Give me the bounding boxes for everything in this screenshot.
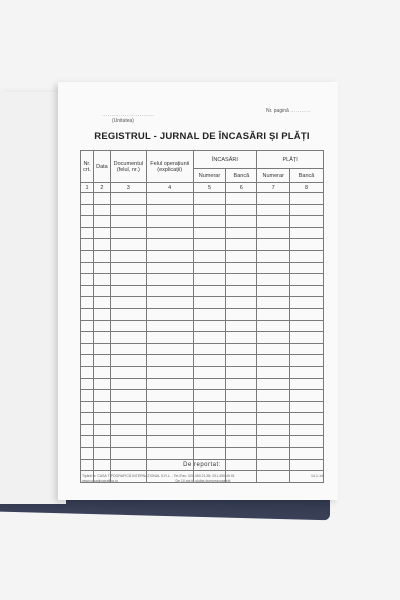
table-cell — [146, 343, 193, 355]
form-code: 14-1-1/b — [310, 474, 324, 478]
table-cell — [93, 424, 110, 436]
table-cell — [93, 250, 110, 262]
table-row — [81, 262, 324, 274]
table-cell — [226, 227, 257, 239]
table-cell — [93, 320, 110, 332]
table-row — [81, 413, 324, 425]
table-cell — [110, 216, 146, 228]
table-cell — [146, 216, 193, 228]
table-cell — [193, 436, 226, 448]
column-number: 5 — [193, 183, 226, 193]
table-cell — [290, 250, 324, 262]
table-cell — [257, 401, 290, 413]
table-cell — [93, 413, 110, 425]
table-cell — [81, 436, 94, 448]
table-cell — [110, 250, 146, 262]
table-cell — [81, 424, 94, 436]
table-cell — [81, 413, 94, 425]
table-cell — [110, 320, 146, 332]
table-cell — [257, 436, 290, 448]
table-cell — [110, 274, 146, 286]
table-cell — [93, 216, 110, 228]
table-row — [81, 401, 324, 413]
table-cell — [93, 227, 110, 239]
table-row — [81, 355, 324, 367]
table-cell — [290, 320, 324, 332]
table-cell — [193, 204, 226, 216]
table-cell — [81, 262, 94, 274]
table-cell — [81, 193, 94, 205]
header-plati: PLĂȚI — [257, 151, 324, 169]
table-cell — [290, 378, 324, 390]
table-cell — [193, 274, 226, 286]
table-cell — [193, 332, 226, 344]
table-cell — [193, 216, 226, 228]
table-cell — [146, 250, 193, 262]
table-cell — [226, 297, 257, 309]
table-cell — [193, 378, 226, 390]
table-cell — [81, 204, 94, 216]
table-cell — [290, 401, 324, 413]
table-cell — [81, 332, 94, 344]
table-cell — [226, 320, 257, 332]
table-row — [81, 285, 324, 297]
table-cell — [226, 308, 257, 320]
table-cell — [226, 274, 257, 286]
unit-label: (Unitatea) — [112, 118, 134, 124]
table-cell — [257, 343, 290, 355]
table-cell — [193, 193, 226, 205]
table-cell — [93, 355, 110, 367]
table-cell — [290, 413, 324, 425]
table-cell — [193, 239, 226, 251]
table-cell — [193, 413, 226, 425]
column-number: 8 — [290, 183, 324, 193]
table-cell — [290, 193, 324, 205]
table-cell — [257, 378, 290, 390]
table-cell — [93, 343, 110, 355]
table-row — [81, 297, 324, 309]
table-cell — [110, 436, 146, 448]
table-cell — [257, 320, 290, 332]
table-row — [81, 424, 324, 436]
imprint-line: De 10 ani în slujba dumneavoastră! — [175, 479, 231, 483]
imprint-line: www.casatipografica.ro — [82, 479, 118, 483]
table-cell — [146, 274, 193, 286]
table-cell — [110, 262, 146, 274]
table-cell — [193, 262, 226, 274]
table-cell — [257, 308, 290, 320]
table-row — [81, 239, 324, 251]
table-cell — [226, 378, 257, 390]
table-cell — [257, 413, 290, 425]
header-plati-numerar: Numerar — [257, 169, 290, 183]
table-cell — [257, 216, 290, 228]
table-cell — [81, 401, 94, 413]
table-cell — [146, 320, 193, 332]
facing-page — [0, 92, 66, 504]
table-cell — [257, 297, 290, 309]
header-nr-crt: Nr. crt. — [81, 151, 94, 183]
table-cell — [290, 366, 324, 378]
table-cell — [146, 239, 193, 251]
table-row — [81, 390, 324, 402]
table-cell — [226, 239, 257, 251]
table-cell — [226, 448, 257, 460]
column-number: 1 — [81, 183, 94, 193]
table-cell — [81, 355, 94, 367]
table-cell — [257, 366, 290, 378]
table-cell — [110, 378, 146, 390]
table-cell — [81, 366, 94, 378]
table-row — [81, 227, 324, 239]
table-cell — [146, 308, 193, 320]
table-cell — [226, 413, 257, 425]
table-cell — [146, 204, 193, 216]
table-cell — [110, 227, 146, 239]
table-cell — [110, 239, 146, 251]
table-cell — [290, 285, 324, 297]
table-cell — [290, 216, 324, 228]
header-incasari-numerar: Numerar — [193, 169, 226, 183]
table-cell — [93, 448, 110, 460]
table-cell — [81, 239, 94, 251]
column-number: 4 — [146, 183, 193, 193]
table-cell — [193, 424, 226, 436]
table-cell — [110, 448, 146, 460]
header-incasari: ÎNCASĂRI — [193, 151, 257, 169]
table-cell — [110, 204, 146, 216]
table-row — [81, 274, 324, 286]
table-cell — [81, 285, 94, 297]
table-cell — [290, 343, 324, 355]
table-cell — [290, 424, 324, 436]
table-cell — [146, 390, 193, 402]
table-cell — [110, 193, 146, 205]
table-cell — [290, 355, 324, 367]
table-cell — [110, 332, 146, 344]
table-cell — [257, 285, 290, 297]
table-cell — [257, 204, 290, 216]
table-cell — [110, 366, 146, 378]
table-cell — [146, 297, 193, 309]
table-cell — [110, 308, 146, 320]
table-row — [81, 320, 324, 332]
table-cell — [193, 366, 226, 378]
table-cell — [226, 343, 257, 355]
table-cell — [226, 285, 257, 297]
table-row — [81, 343, 324, 355]
table-row — [81, 366, 324, 378]
table-cell — [146, 401, 193, 413]
table-cell — [226, 262, 257, 274]
table-cell — [110, 413, 146, 425]
table-row — [81, 308, 324, 320]
table-cell — [193, 343, 226, 355]
table-cell — [193, 320, 226, 332]
table-cell — [226, 424, 257, 436]
table-cell — [146, 448, 193, 460]
table-cell — [290, 274, 324, 286]
imprint-line: Tipărit la: CASA TIPOGRAFICĂ INTERNAȚIONAL S.R.L. - Tel./Fax: 021.450.21.55; 021.450.49.91 — [82, 474, 235, 478]
table-cell — [93, 332, 110, 344]
table-cell — [257, 239, 290, 251]
table-cell — [193, 227, 226, 239]
header-incasari-banca: Bancă — [226, 169, 257, 183]
table-row — [81, 378, 324, 390]
table-cell — [93, 204, 110, 216]
table-cell — [226, 250, 257, 262]
table-row — [81, 332, 324, 344]
table-cell — [81, 216, 94, 228]
table-row — [81, 216, 324, 228]
table-cell — [257, 332, 290, 344]
table-cell — [193, 285, 226, 297]
table-cell — [146, 285, 193, 297]
table-cell — [81, 227, 94, 239]
table-cell — [193, 390, 226, 402]
header-documentul: Documentul (felul, nr.) — [110, 151, 146, 183]
table-cell — [146, 193, 193, 205]
table-cell — [110, 401, 146, 413]
table-cell — [257, 262, 290, 274]
table-cell — [193, 297, 226, 309]
table-cell — [193, 401, 226, 413]
table-cell — [93, 378, 110, 390]
table-cell — [193, 308, 226, 320]
column-number: 3 — [110, 183, 146, 193]
table-cell — [226, 366, 257, 378]
page-number-label: Nr. pagină — [266, 108, 289, 114]
table-cell — [93, 285, 110, 297]
column-number: 6 — [226, 183, 257, 193]
table-row — [81, 204, 324, 216]
table-cell — [257, 250, 290, 262]
table-cell — [226, 193, 257, 205]
table-cell — [290, 262, 324, 274]
table-cell — [93, 193, 110, 205]
table-cell — [226, 401, 257, 413]
table-cell — [146, 355, 193, 367]
table-cell — [146, 436, 193, 448]
table-cell — [226, 355, 257, 367]
table-cell — [290, 204, 324, 216]
table-cell — [81, 448, 94, 460]
table-cell — [110, 424, 146, 436]
table-cell — [93, 436, 110, 448]
header-felul-operatiunii: Felul operațiunii (explicații) — [146, 151, 193, 183]
table-row — [81, 193, 324, 205]
table-cell — [257, 424, 290, 436]
table-cell — [93, 239, 110, 251]
table-cell — [290, 332, 324, 344]
header-plati-banca: Bancă — [290, 169, 324, 183]
table-cell — [257, 193, 290, 205]
unit-field: ............................ (Unitatea) — [102, 112, 155, 124]
table-cell — [81, 320, 94, 332]
column-number: 2 — [93, 183, 110, 193]
table-cell — [110, 390, 146, 402]
table-cell — [93, 308, 110, 320]
table-cell — [81, 343, 94, 355]
table-cell — [257, 355, 290, 367]
table-cell — [290, 436, 324, 448]
table-cell — [193, 355, 226, 367]
table-cell — [257, 274, 290, 286]
table-cell — [290, 448, 324, 460]
table-row — [81, 448, 324, 460]
journal-table — [80, 150, 324, 483]
table-cell — [257, 390, 290, 402]
table-cell — [146, 378, 193, 390]
table-cell — [81, 308, 94, 320]
column-number-row — [81, 183, 324, 193]
table-cell — [146, 366, 193, 378]
table-cell — [290, 227, 324, 239]
table-cell — [193, 448, 226, 460]
column-number: 7 — [257, 183, 290, 193]
table-cell — [93, 262, 110, 274]
table-cell — [226, 204, 257, 216]
table-cell — [81, 378, 94, 390]
table-cell — [93, 274, 110, 286]
table-cell — [226, 390, 257, 402]
table-cell — [146, 332, 193, 344]
table-cell — [226, 216, 257, 228]
table-cell — [146, 262, 193, 274]
table-cell — [290, 297, 324, 309]
de-reportat-label: De reportat: — [183, 462, 221, 468]
table-row — [81, 436, 324, 448]
table-cell — [290, 239, 324, 251]
table-cell — [93, 297, 110, 309]
table-cell — [110, 285, 146, 297]
table-cell — [110, 355, 146, 367]
table-cell — [110, 343, 146, 355]
table-cell — [81, 297, 94, 309]
printer-imprint — [82, 474, 324, 484]
table-cell — [290, 390, 324, 402]
table-cell — [81, 250, 94, 262]
page-number-field: Nr. pagină ........... — [266, 108, 311, 114]
table-cell — [146, 227, 193, 239]
table-cell — [110, 297, 146, 309]
table-cell — [226, 436, 257, 448]
form-title: REGISTRUL - JURNAL DE ÎNCASĂRI ȘI PLĂȚI — [94, 131, 310, 142]
header-data: Data — [93, 151, 110, 183]
table-cell — [146, 424, 193, 436]
table-cell — [193, 250, 226, 262]
journal-rows — [81, 193, 324, 483]
table-cell — [93, 390, 110, 402]
table-row — [81, 250, 324, 262]
table-cell — [226, 332, 257, 344]
table-cell — [93, 366, 110, 378]
table-cell — [93, 401, 110, 413]
table-cell — [257, 227, 290, 239]
table-cell — [290, 308, 324, 320]
table-cell — [81, 390, 94, 402]
table-cell — [257, 448, 290, 460]
form-footer — [80, 462, 324, 468]
table-cell — [81, 274, 94, 286]
table-cell — [146, 413, 193, 425]
